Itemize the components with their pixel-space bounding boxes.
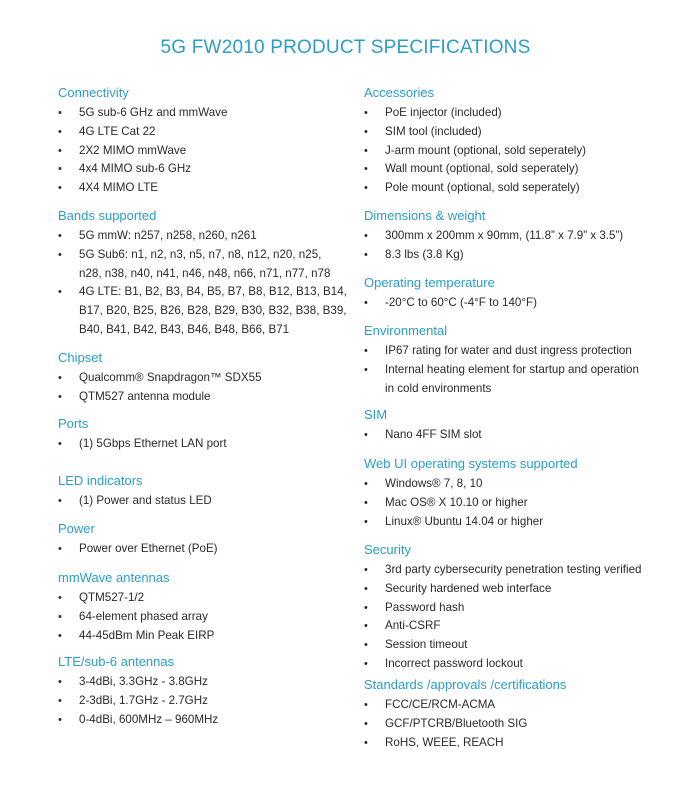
bullet-icon: • xyxy=(58,713,62,726)
spec-list xyxy=(58,673,358,729)
spec-item-text: Incorrect password lockout xyxy=(385,656,523,670)
spec-list xyxy=(58,492,358,511)
spec-item xyxy=(58,179,358,198)
section-mmwave-antennas xyxy=(58,569,358,645)
spec-item xyxy=(364,696,684,715)
section-bands-supported xyxy=(58,207,358,340)
spec-item-text: PoE injector (included) xyxy=(385,106,502,119)
spec-item xyxy=(364,179,684,198)
spec-item-text: 8.3 lbs (3.8 Kg) xyxy=(385,247,464,261)
spec-item-text: Pole mount (optional, sold seperately) xyxy=(385,181,580,195)
bullet-icon: • xyxy=(58,372,62,384)
bullet-icon: • xyxy=(58,107,62,119)
spec-item-text: 2X2 MIMO mmWave xyxy=(79,143,187,157)
spec-item-text: Password hash xyxy=(385,600,465,614)
section-heading: Operating temperature xyxy=(364,275,495,290)
spec-item-text: 44-45dBm Min Peak EIRP xyxy=(79,628,215,642)
spec-item xyxy=(364,123,684,142)
spec-item xyxy=(364,361,684,399)
spec-list xyxy=(58,227,358,340)
section-heading: SIM xyxy=(364,407,388,422)
spec-item xyxy=(58,492,358,511)
section-accessories xyxy=(364,84,684,198)
section-heading: Accessories xyxy=(364,85,435,100)
section-ports xyxy=(58,415,358,454)
spec-item-text: 5G mmW: n257, n258, n260, n261 xyxy=(79,229,257,242)
spec-item xyxy=(364,342,684,361)
bullet-icon: • xyxy=(58,629,62,642)
spec-item-text: 3-4dBi, 3.3GHz - 3.8GHz xyxy=(79,675,208,688)
spec-list xyxy=(364,426,684,445)
spec-item xyxy=(58,608,358,627)
spec-item xyxy=(364,294,684,313)
bullet-icon: • xyxy=(58,543,62,555)
spec-item xyxy=(58,540,358,559)
spec-item-text: 2-3dBi, 1.7GHz - 2.7GHz xyxy=(79,693,208,707)
bullet-icon: • xyxy=(364,657,368,670)
spec-item-text: 5G Sub6: n1, n2, n3, n5, n7, n8, n12, n20, n25, xyxy=(79,247,322,261)
spec-list xyxy=(364,227,684,265)
section-led-indicators xyxy=(58,472,358,511)
spec-item xyxy=(364,246,684,265)
section-heading: Chipset xyxy=(58,350,103,365)
spec-list xyxy=(364,294,684,313)
bullet-icon: • xyxy=(364,717,368,730)
spec-list xyxy=(364,696,684,752)
spec-item-text: QTM527-1/2 xyxy=(79,591,145,604)
section-connectivity xyxy=(58,84,358,198)
spec-item-text: -20°C to 60°C (-4°F to 140°F) xyxy=(385,296,537,309)
spec-item-text: J-arm mount (optional, sold seperately) xyxy=(385,143,587,157)
spec-item xyxy=(364,475,684,494)
bullet-icon: • xyxy=(364,182,368,195)
spec-item-text: IP67 rating for water and dust ingress protection xyxy=(385,344,632,357)
bullet-icon: • xyxy=(364,639,368,652)
spec-item xyxy=(364,494,684,513)
spec-item xyxy=(364,142,684,161)
section-standards-approvals-certifications xyxy=(364,676,684,752)
section-heading: LTE/sub-6 antennas xyxy=(58,654,175,669)
spec-item-text: Linux® Ubuntu 14.04 or higher xyxy=(385,514,544,528)
bullet-icon: • xyxy=(364,515,368,528)
bullet-icon: • xyxy=(364,297,368,309)
section-heading: Connectivity xyxy=(58,85,129,100)
bullet-icon: • xyxy=(58,676,62,688)
spec-item-text: 4G LTE Cat 22 xyxy=(79,124,156,138)
spec-item xyxy=(58,388,358,407)
spec-item-text: Wall mount (optional, sold seperately) xyxy=(385,162,579,176)
spec-item xyxy=(364,636,684,655)
spec-list xyxy=(364,104,684,198)
section-chipset xyxy=(58,349,358,407)
spec-item xyxy=(58,673,358,692)
spec-item-text: Qualcomm® Snapdragon™ SDX55 xyxy=(79,371,262,384)
spec-list xyxy=(58,104,358,198)
section-heading: Power xyxy=(58,521,95,536)
spec-item-text: 4G LTE: B1, B2, B3, B4, B5, B7, B8, B12, B13, B14, xyxy=(79,285,347,299)
spec-item-text: n28, n38, n40, n41, n46, n48, n66, n71, n77, n78 xyxy=(79,266,331,280)
bullet-icon: • xyxy=(364,582,368,595)
section-heading: Environmental xyxy=(364,323,448,338)
section-heading: Bands supported xyxy=(58,208,157,223)
spec-item-text: 4X4 MIMO LTE xyxy=(79,181,159,195)
bullet-icon: • xyxy=(58,438,62,450)
bullet-icon: • xyxy=(364,345,368,357)
spec-item xyxy=(364,426,684,445)
spec-item-text: 300mm x 200mm x 90mm, (11.8” x 7.9” x 3.5”) xyxy=(385,229,624,242)
spec-item xyxy=(58,627,358,646)
section-heading: Security xyxy=(364,542,411,557)
spec-item-text: in cold environments xyxy=(385,381,492,395)
bullet-icon: • xyxy=(364,564,368,576)
spec-item xyxy=(58,589,358,608)
bullet-icon: • xyxy=(364,736,368,749)
spec-item xyxy=(58,283,358,339)
section-heading: Dimensions & weight xyxy=(364,208,486,223)
spec-item-text: 0-4dBi, 600MHz – 960MHz xyxy=(79,712,219,726)
bullet-icon: • xyxy=(364,601,368,614)
spec-list xyxy=(364,342,684,398)
spec-list xyxy=(58,589,358,645)
spec-item-text: SIM tool (included) xyxy=(385,124,482,138)
spec-item xyxy=(364,655,684,674)
spec-item xyxy=(58,711,358,730)
bullet-icon: • xyxy=(58,144,62,157)
section-sim xyxy=(364,406,684,445)
spec-item xyxy=(364,104,684,123)
spec-list xyxy=(364,561,684,674)
spec-item xyxy=(58,227,358,246)
bullet-icon: • xyxy=(364,107,368,119)
bullet-icon: • xyxy=(364,699,368,711)
bullet-icon: • xyxy=(58,125,62,138)
bullet-icon: • xyxy=(364,144,368,157)
spec-item-text: (1) Power and status LED xyxy=(79,494,212,507)
section-environmental xyxy=(364,322,684,398)
section-security xyxy=(364,541,684,674)
spec-item-text: Nano 4FF SIM slot xyxy=(385,428,482,441)
bullet-icon: • xyxy=(364,125,368,138)
bullet-icon: • xyxy=(58,286,62,299)
bullet-icon: • xyxy=(364,163,368,176)
bullet-icon: • xyxy=(364,429,368,441)
spec-item-text: Power over Ethernet (PoE) xyxy=(79,542,218,555)
spec-item-text: B40, B41, B42, B43, B46, B48, B66, B71 xyxy=(79,322,290,336)
spec-list xyxy=(58,540,358,559)
spec-item xyxy=(58,123,358,142)
spec-item xyxy=(58,142,358,161)
spec-item xyxy=(364,599,684,618)
spec-item-text: 3rd party cybersecurity penetration testing verified xyxy=(385,563,642,576)
bullet-icon: • xyxy=(58,495,62,507)
spec-item-text: 4x4 MIMO sub-6 GHz xyxy=(79,162,192,176)
section-dimensions-weight xyxy=(364,207,684,265)
section-lte-sub-6-antennas xyxy=(58,653,358,729)
spec-item-text: (1) 5Gbps Ethernet LAN port xyxy=(79,437,227,450)
spec-item-text: Windows® 7, 8, 10 xyxy=(385,477,483,490)
bullet-icon: • xyxy=(364,363,368,376)
bullet-icon: • xyxy=(58,230,62,242)
section-web-ui-operating-systems-supported xyxy=(364,455,684,531)
section-heading: mmWave antennas xyxy=(58,570,170,585)
spec-item-text: QTM527 antenna module xyxy=(79,389,211,403)
bullet-icon: • xyxy=(58,182,62,195)
section-operating-temperature xyxy=(364,274,684,313)
spec-list xyxy=(58,369,358,407)
bullet-icon: • xyxy=(58,610,62,623)
spec-item xyxy=(364,561,684,580)
spec-item-text: B17, B20, B25, B26, B28, B29, B30, B32, B38, B39, xyxy=(79,304,347,318)
spec-item-text: Anti-CSRF xyxy=(385,619,441,633)
spec-list xyxy=(364,475,684,531)
spec-item xyxy=(364,734,684,753)
spec-item xyxy=(58,435,358,454)
bullet-icon: • xyxy=(58,390,62,403)
spec-item-text: 5G sub-6 GHz and mmWave xyxy=(79,106,228,119)
spec-item-text: 64-element phased array xyxy=(79,609,208,623)
spec-item-text: RoHS, WEEE, REACH xyxy=(385,735,504,749)
spec-item xyxy=(58,692,358,711)
spec-item-text: Internal heating element for startup and operation xyxy=(385,362,639,376)
spec-item xyxy=(364,617,684,636)
spec-item-text: GCF/PTCRB/Bluetooth SIG xyxy=(385,716,528,730)
spec-item xyxy=(364,580,684,599)
bullet-icon: • xyxy=(364,478,368,490)
section-heading: LED indicators xyxy=(58,473,143,488)
bullet-icon: • xyxy=(58,592,62,604)
section-heading: Web UI operating systems supported xyxy=(364,456,578,471)
bullet-icon: • xyxy=(58,694,62,707)
spec-item xyxy=(58,104,358,123)
spec-item xyxy=(364,160,684,179)
spec-item xyxy=(364,227,684,246)
spec-item-text: Session timeout xyxy=(385,638,468,652)
bullet-icon: • xyxy=(364,496,368,509)
spec-item xyxy=(58,246,358,284)
bullet-icon: • xyxy=(364,248,368,261)
spec-item xyxy=(364,715,684,734)
spec-item xyxy=(364,513,684,532)
spec-item xyxy=(58,369,358,388)
section-power xyxy=(58,520,358,559)
spec-list xyxy=(58,435,358,454)
spec-item-text: Mac OS® X 10.10 or higher xyxy=(385,495,528,509)
bullet-icon: • xyxy=(364,230,368,242)
page-title: 5G FW2010 PRODUCT SPECIFICATIONS xyxy=(160,37,531,58)
bullet-icon: • xyxy=(58,163,62,176)
spec-item-text: FCC/CE/RCM-ACMA xyxy=(385,698,496,711)
bullet-icon: • xyxy=(364,620,368,633)
section-heading: Standards /approvals /certifications xyxy=(364,677,567,692)
spec-item-text: Security hardened web interface xyxy=(385,581,552,595)
bullet-icon: • xyxy=(58,248,62,261)
spec-item xyxy=(58,160,358,179)
section-heading: Ports xyxy=(58,416,89,431)
